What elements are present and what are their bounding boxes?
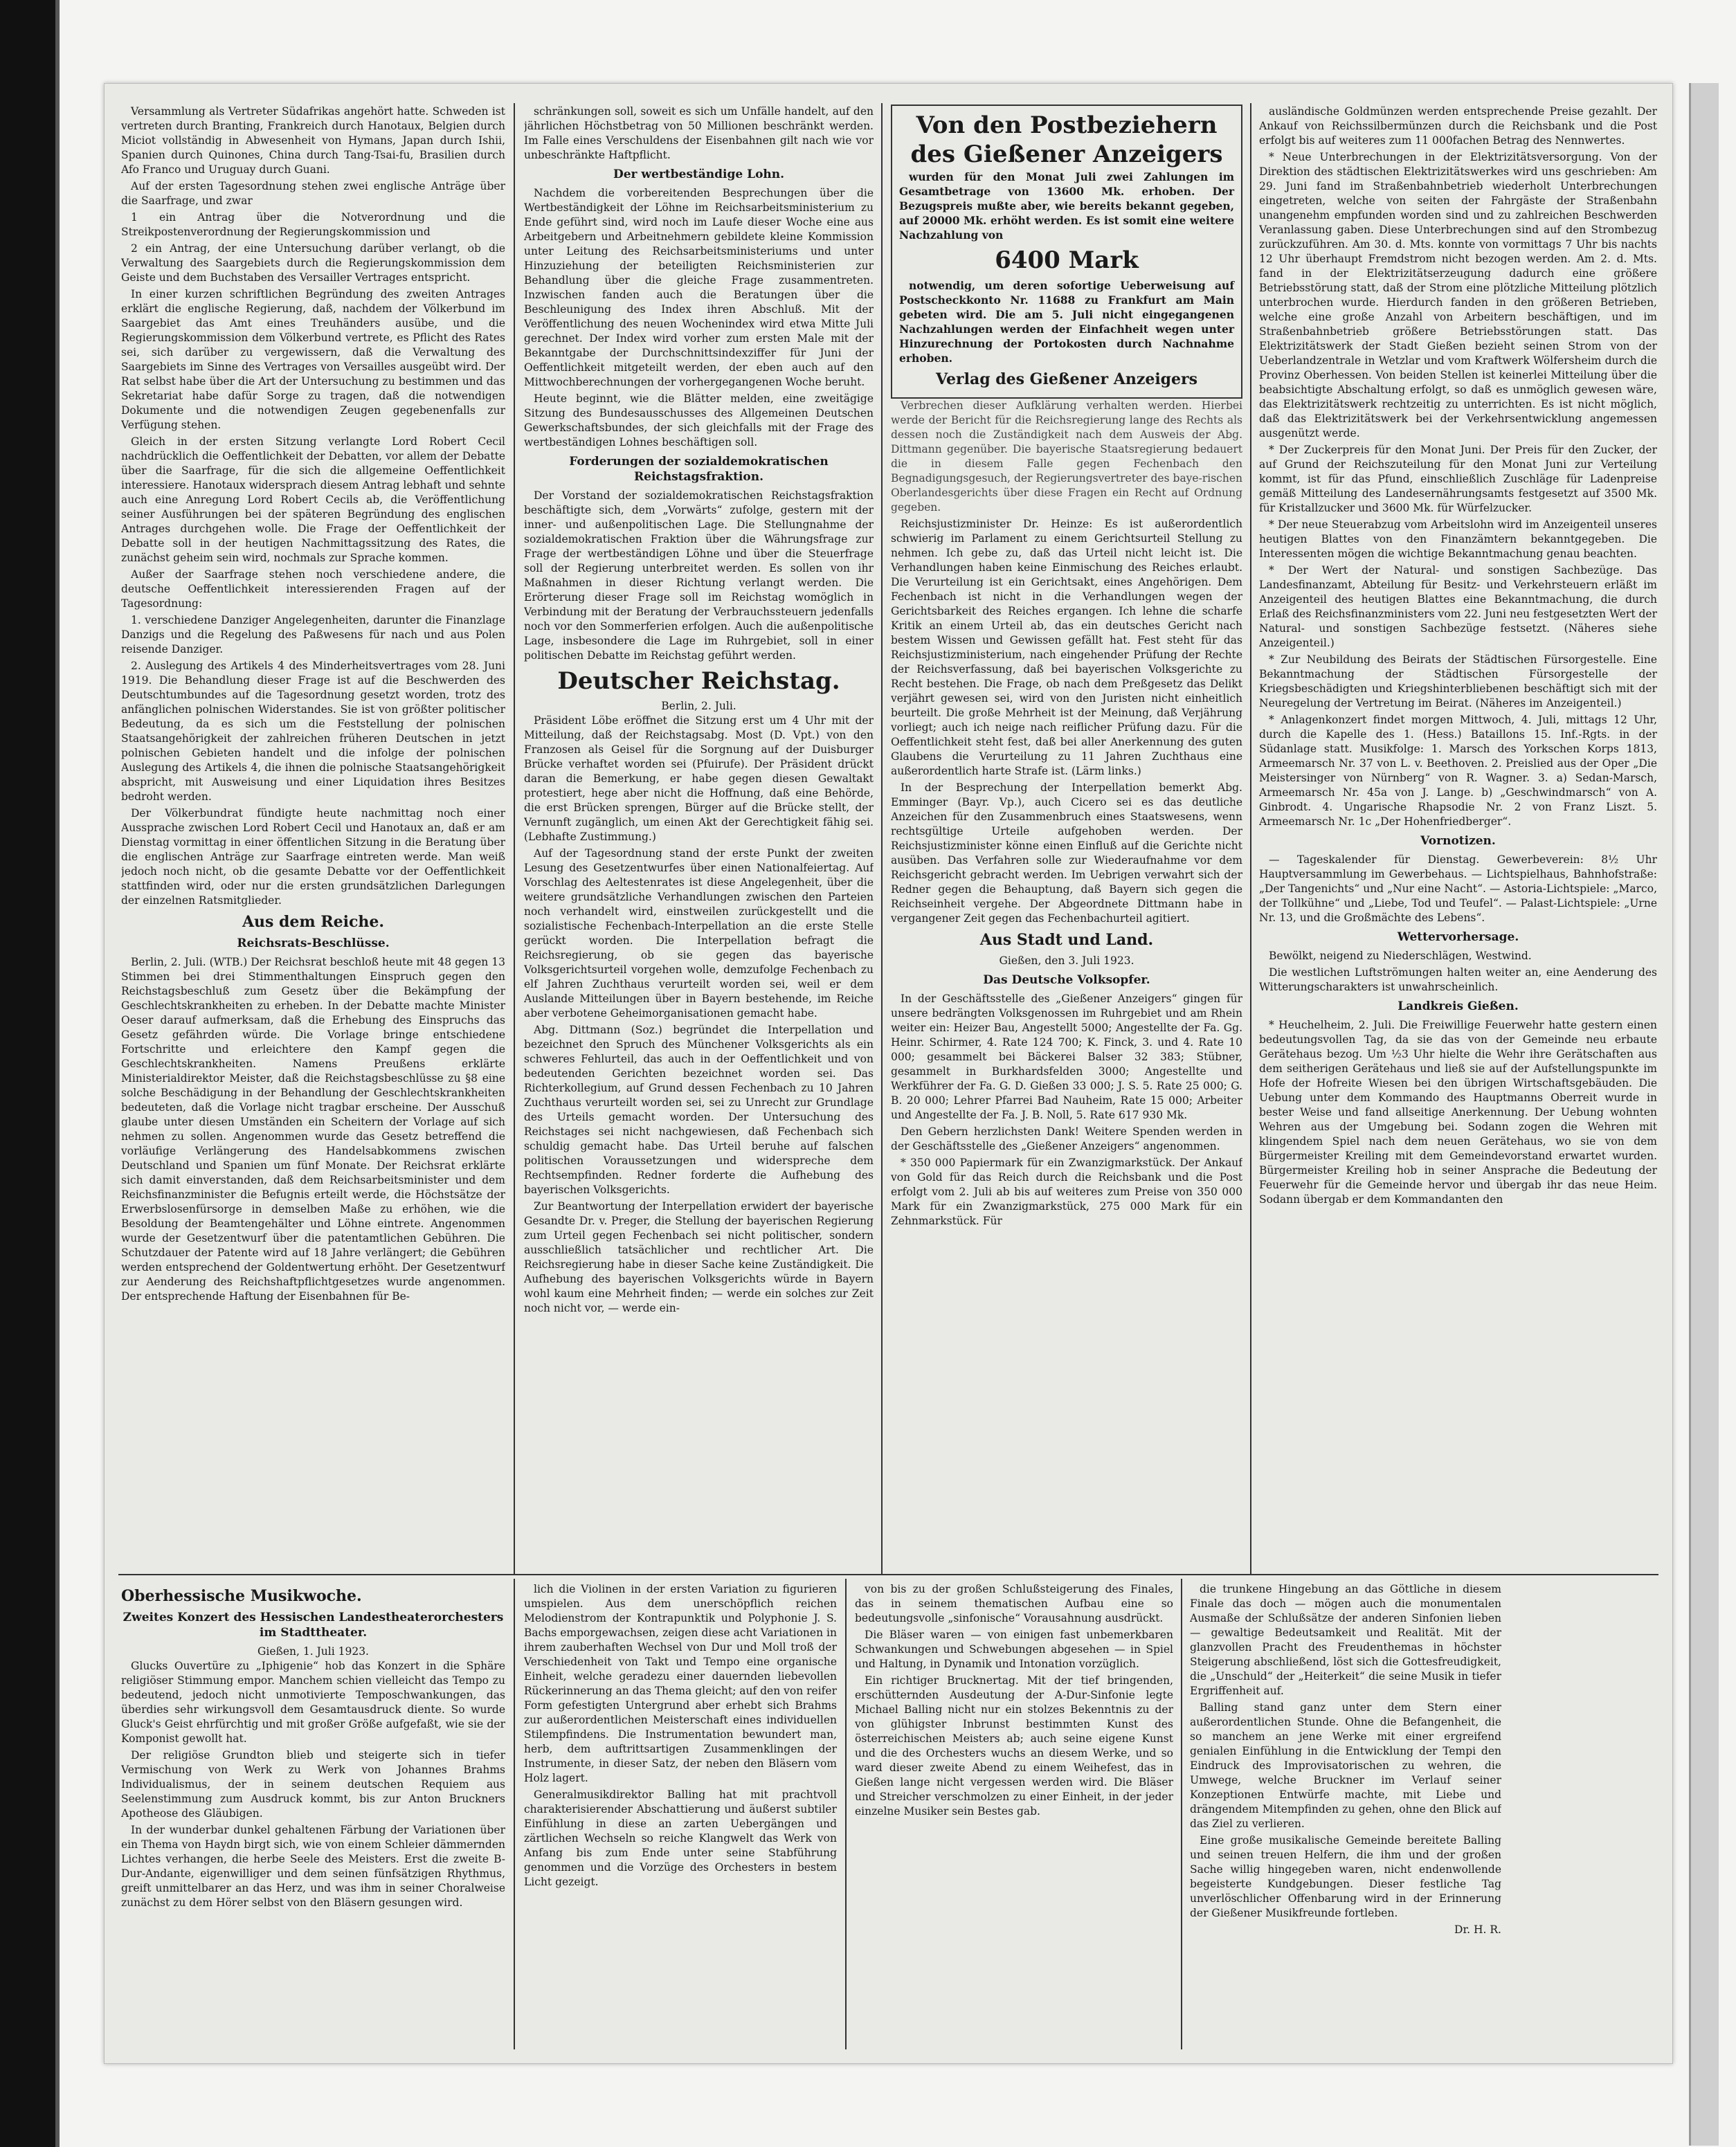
paragraph: Gleich in der ersten Sitzung verlangte Lord Robert Cecil nachdrücklich die Oeffentlichkeit der Debatten, vor allem der Debatte über die Saarfrage, für die sich die allgemeine Oeffentlichkeit interessiere. Hanotaux widersprach diesem Antrag lebhaft und sehnte auch eine Anregung Lord Robert Cecils ab, die Veröffentlichung seiner Ausführungen bei der späteren Begründung des englischen Antrages durchgehen wolle. Die Frage der Oeffentlichkeit der Debatte soll in der heutigen Nachmittagssitzung des Rates, die zunächst geheim sein wird, nochmals zur Sprache kommen. <box>121 435 505 564</box>
paragraph: * Anlagenkonzert findet morgen Mittwoch, 4. Juli, mittags 12 Uhr, durch die Kapelle des 1. (Hess.) Bataillons 15. Inf.-Rgts. in der Südanlage statt. Musikfolge: 1. Marsch des Yorkschen Korps 1813, Armeemarsch Nr. 37 von L. v. Beethoven. 2. Preislied aus der Oper „Die Meistersinger von Nürnberg“ von R. Wagner. 3. a) Sedan-Marsch, Armeemarsch Nr. 45a von J. Lange. b) „Geschwindmarsch“ von A. Ginbrodt. 4. Ungarische Rhapsodie Nr. 2 von Franz Liszt. 5. Armeemarsch Nr. 1c „Der Hohenfriedberger“. <box>1259 714 1657 828</box>
bottom-column-2 <box>524 1582 837 2046</box>
binder-edge <box>55 0 60 2147</box>
bottom-column-1 <box>121 1582 505 2046</box>
paragraph: ausländische Goldmünzen werden entsprechende Preise gezahlt. Der Ankauf von Reichssilbermünzen durch die Reichsbank und die Post erfolgt bis auf weiteres zum 11 000fachen Betrag des Nennwertes. <box>1259 105 1657 147</box>
section-heading: Aus Stadt und Land. <box>979 931 1154 949</box>
paragraph: Heute beginnt, wie die Blätter melden, eine zweitägige Sitzung des Bundesausschusses des Allgemeinen Deutschen Gewerkschaftsbundes, der sich gleichfalls mit der Frage des wertbeständigen Lohnes beschäftigen soll. <box>524 392 874 449</box>
paragraph: lich die Violinen in der ersten Variation zu figurieren umspielen. Aus dem unerschöpflich reichen Melodienstrom der Kontrapunktik und Polyphonie J. S. Bachs emporgewachsen, zeigen diese acht Variationen in ihrem zauberhaften Wechsel von Dur und Moll troß der Verschiedenheit von Takt und Tempo eine organische Einheit, welche geradezu einer dauernden liebevollen Rückerinnerung an das Thema gleicht; auf den von reifer Form gefestigten Untergrund aber erhebt sich Brahms zur außerordentlichen Meisterschaft eines individuellen Stilempfindens. Die Instrumentation bewundert man, herb, dem auftrittsartigen Zusammenklingen der Instrumente, in dieser Satz, der neben den Bläsern vom Holz lagert. <box>524 1583 837 1784</box>
paragraph: Berlin, 2. Juli. (WTB.) Der Reichsrat beschloß heute mit 48 gegen 13 Stimmen bei drei Stimmenthaltungen Einspruch gegen den Reichstagsbeschluß zum Gesetz über die Bekämpfung der Geschlechtskrankheiten zu erheben. In der Debatte machte Minister Oeser darauf aufmerksam, daß die Erhebung des Einspruchs das Gesetz gefährden würde. Die Vorlage bringe entschiedene Fortschritte und erleichtere den Kampf gegen die Geschlechtskrankheiten. Namens Preußens erklärte Ministerialdirektor Meister, daß die Reichstagsbeschlüsse zu §8 eine solche Beschädigung in der Behandlung der Geschlechtskrankheiten bedeuteten, daß die Vorlage nicht tragbar erscheine. Der Ausschuß glaube unter diesen Umständen ein Scheitern der Vorlage auf sich nehmen zu sollen. Angenommen wurde das Gesetz betreffend die vorläufige Verlängerung des Handelsabkommens zwischen Deutschland und Spanien um fünf Monate. Der Reichsrat erklärte sich damit einverstanden, daß dem Reichsarbeitsminister und dem Reichsfinanzminister die Befugnis erteilt werde, die Höchstsätze der Erwerbslosenfürsorge in demselben Maße zu erhöhen, wie die Besoldung der Beamtengehälter und Löhne eintrete. Angenommen wurde der Gesetzentwurf über die patentamtlichen Gebühren. Die Schutzdauer der Patente wird auf 18 Jahre verlängert; die Gebühren werden entsprechend der Goldentwertung erhöht. Der Gesetzentwurf zur Aenderung des Reichshaftpflichtgesetzes wurde angenommen. Der entsprechende Haftung der Eisenbahnen für Be- <box>121 956 505 1303</box>
binder-spine <box>0 0 55 2147</box>
paragraph: Auf der ersten Tagesordnung stehen zwei englische Anträge über die Saarfrage, und zwar <box>121 180 505 207</box>
paragraph: * Heuchelheim, 2. Juli. Die Freiwillige Feuerwehr hatte gestern einen bedeutungsvollen Tag, da sie das von der Gemeinde neu erbaute Gerätehaus bezog. Um ½3 Uhr hielte die Wehr ihre Gerätschaften aus dem seitherigen Gerätehaus und ließ sie auf der Aufstellungspunkte im Hofe der Hofreite Wiesen bei den übrigen Wirtschaftsgebäuden. Die Uebung unter dem Kommando des Hauptmanns Oberreit wurde in bester Weise und fand allseitige Anerkennung. Der Uebung wohnten Wehren aus der Umgebung bei. Sodann zogen die Wehren mit klingendem Spiel nach dem neuen Gerätehaus, wo sie von dem Bürgermeister Kreiling mit dem Gemeindevorstand erwartet wurden. Bürgermeister Kreiling hob in seiner Ansprache die Bedeutung der Feuerwehr für die Gemeinde hervor und übergab ihr das neue Heim. Sodann übergab er dem Kommandanten den <box>1259 1019 1657 1206</box>
paragraph: Generalmusikdirektor Balling hat mit prachtvoll charakterisierender Abschattierung und äußerst subtiler Einfühlung in diese an zarten Uebergängen und zärtlichen Wechseln so reiche Klangwelt das Werk von Anfang bis zum Ende unter seine Stabführung genommen und die Vorzüge des Orchesters in bestem Licht gezeigt. <box>524 1788 837 1888</box>
paragraph: Eine große musikalische Gemeinde bereitete Balling und seinen treuen Helfern, die ihm und der großen Sache willig hingegeben waren, nicht endenwollende begeisterte Kundgebungen. Dieser festliche Tag unverlöschlicher Offenbarung wird in der Erinnerung der Gießener Musikfreunde fortleben. <box>1190 1834 1501 1919</box>
column-rule <box>881 103 883 1574</box>
paragraph: Die westlichen Luftströmungen halten weiter an, eine Aenderung des Witterungscharakters ist unwahrscheinlich. <box>1259 966 1657 993</box>
paragraph: schränkungen soll, soweit es sich um Unfälle handelt, auf den jährlichen Höchstbetrag von 50 Millionen beschränkt werden. Im Falle eines Verschuldens der Eisenbahnen gilt nach wie vor unbeschränkte Haftpflicht. <box>524 105 874 161</box>
section-rule <box>118 1574 1658 1575</box>
notice-text: wurden für den Monat Juli zwei Zahlungen im Gesamtbetrage von 13600 Mk. erhoben. Der Bezugspreis mußte aber, wie bereits bekannt gegeben, auf 20000 Mk. erhöht werden. Es ist somit eine weitere Nachzahlung von <box>899 170 1234 242</box>
paragraph: * Neue Unterbrechungen in der Elektrizitätsversorgung. Von der Direktion des städtischen Elektrizitätswerkes wird uns geschrieben: Am 29. Juni fand im Straßenbahnbetrieb wiederholt Unterbrechungen eingetreten, welche von seiten der Fahrgäste der Straßenbahn unangenehm empfunden worden sind und zu zahlreichen Beschwerden Veranlassung gaben. Diese Unterbrechungen sind auf den Strombezug zurückzuführen. Am 30. d. Mts. konnte von vormittags 7 Uhr bis nachts 12 Uhr überhaupt Fremdstrom nicht bezogen werden. Am 2. d. Mts. fand in der Elektrizitätserzeugung dadurch eine größere Betriebsstörung statt, daß der Strom eine plötzliche Mitteilung plötzlich unterbrochen wurde. Hierdurch fanden in den größeren Betrieben, welche eine große Anzahl von Arbeitern beschäftigen, und im Straßenbahnbetrieb größere Betriebsstörungen statt. Das Elektrizitätswerk der Stadt Gießen bezieht seinen Strom von der Ueberlandzentrale in Wetzlar und vom Kraftwerk Wölfersheim durch die Provinz Oberhessen. Von beiden Stellen ist keinerlei Mitteilung über die beabsichtigte Abschaltung erfolgt, so daß es unmöglich gewesen wäre, das Elektrizitätswerk rechtzeitig zu unterrichten. Es ist nicht möglich, daß das Elektrizitätswerk bei der Verkehrsentwicklung angemessen ausgenützt werde. <box>1259 151 1657 440</box>
notice-box <box>891 105 1242 399</box>
subheading: Zweites Konzert des Hessischen Landestheaterorchesters im Stadttheater. <box>123 1611 504 1640</box>
paragraph: Nachdem die vorbereitenden Besprechungen über die Wertbeständigkeit der Löhne im Reichsarbeitsministerium zu Ende geführt sind, wird noch im Laufe dieser Woche eine aus Arbeitgebern und Arbeitnehmern gebildete kleine Kommission unter Leitung des Reichsarbeitsministeriums und unter Hinzuziehung der beteiligten Reichsministerien zur Behandlung über die gleiche Frage zusammentreten. Inzwischen fanden auch die Beratungen über die Beschleunigung des Index ihren Abschluß. Mit der Veröffentlichung des neuen Wochenindex wird etwa Mitte Juli gerechnet. Der Index wird vorher zum ersten Male mit der Bekanntgabe der Durchschnittsindexziffer für Juni der Oeffentlichkeit mitgeteilt werden, der eben auch auf den Mittwochberechnungen der vorhergegangenen Woche beruht. <box>524 187 874 388</box>
paragraph: Verbrechen dieser Aufklärung verhalten werden. Hierbei werde der Bericht für die Reichsregierung lange des Rechts als dessen noch die Zuständigkeit nach dem Ausweis der Abg. Dittmann gegenüber. Die bayerische Staatsregierung bedauert die in diesem Falle gegen Fechenbach den Begnadigungsgesuch, der Regierungsvertreter des baye-rischen Oberlandesgerichts über diese Fragen ein Recht auf Ordnung gegeben. <box>891 399 1242 514</box>
subheading: Landkreis Gießen. <box>1398 999 1519 1013</box>
paragraph: In der Geschäftsstelle des „Gießener Anzeigers“ gingen für unsere bedrängten Volksgenossen im Ruhrgebiet und am Rhein weiter ein: Heizer Bau, Angestellt 5000; Angestellte der Fa. Gg. Heinr. Schirmer, 4. Rate 124 700; K. Finck, 3. und 4. Rate 10 000; gesammelt bei Bäckerei Balser 32 383; Stübner, gesammelt in Burkhardsfelden 3000; Angestellte und Werkführer der Fa. G. D. Gießen 33 000; J. S. 5. Rate 25 000; G. B. 20 000; Lehrer Pfarrei Bad Nauheim, Rate 15 000; Arbeiter und Angestellte der Fa. J. B. Noll, 5. Rate 617 930 Mk. <box>891 993 1242 1121</box>
paragraph: * Der Wert der Natural- und sonstigen Sachbezüge. Das Landesfinanzamt, Abteilung für Besitz- und Verkehrsteuern erläßt im Anzeigenteil des heutigen Blattes eine Bekanntmachung, die durch Erlaß des Reichsfinanzministers vom 22. Juni neu festgesetzten Wert der Natural- und sonstigen Sachbezüge festsetzt. (Näheres siehe Anzeigenteil.) <box>1259 564 1657 649</box>
paragraph: Ein richtiger Brucknertag. Mit der tief bringenden, erschütternden Ausdeutung der A-Dur-Sinfonie legte Michael Balling nicht nur ein stolzes Bekenntnis zu der von glühigster Inbrunst bestimmten Kunst des österreichischen Meisters ab; auch seine eigene Kunst und die des Orchesters wuchs an diesem Werke, und so ward dieser zweite Abend zu einem Weihefest, das in Gießen lange nicht vergessen werden wird. Die Bläser und Streicher verschmolzen zu einer Einheit, in der jeder einzelne Musiker sein Bestes gab. <box>855 1674 1173 1818</box>
notice-signature: Verlag des Gießener Anzeigers <box>935 370 1198 388</box>
paragraph: * 350 000 Papiermark für ein Zwanzigmarkstück. Der Ankauf von Gold für das Reich durch die Reichsbank und die Post erfolgt vom 2. Juli ab bis auf weiteres zum Preise von 350 000 Mark für ein Zwanzigmarkstück, 275 000 Mark für ein Zehnmarkstück. Für <box>891 1157 1242 1227</box>
column-rule <box>514 103 515 1574</box>
paragraph: Der religiöse Grundton blieb und steigerte sich in tiefer Vermischung von Werk zu Werk von Johannes Brahms Individualismus, der in seinem deutschen Requiem aus Seelenstimmung zum Ausdruck kommt, bis zur Anton Bruckners Apotheose des Gläubigen. <box>121 1749 505 1820</box>
paragraph: In der wunderbar dunkel gehaltenen Färbung der Variationen über ein Thema von Haydn birgt sich, wie von einem Schleier dämmernden Lichtes verhangen, die herbe Seele des Meisters. Erst die zweite B-Dur-Andante, eigenwilliger und dem seinen fünfsätzigen Rhythmus, greift unmittelbarer an das Herz, und was ihm in seiner Choralweise zunächst zu dem Hörer selbst von den Bläsern gesungen wird. <box>121 1824 505 1909</box>
column-4 <box>1259 105 1657 1570</box>
paragraph: Der Vorstand der sozialdemokratischen Reichstagsfraktion beschäftigte sich, dem „Vorwärts“ zufolge, gestern mit der inner- und außenpolitischen Lage. Die Stellungnahme der sozialdemokratischen Fraktion über die Währungsfrage zur Frage der wertbeständigen Löhne und über die Steuerfrage soll der Regierung unterbreitet werden. Es sollen von ihr Maßnahmen in dieser Richtung verlangt werden. Die Erörterung dieser Frage soll im Reichstag womöglich in Verbindung mit der Beratung der Verbrauchssteuern jedenfalls noch vor den Sommerferien erfolgen. Auch die außenpolitische Lage, insbesondere die Lage im Ruhrgebiet, soll in einer politischen Debatte im Reichstag geführt werden. <box>524 489 874 662</box>
column-2 <box>524 105 874 1570</box>
paragraph: 1 ein Antrag über die Notverordnung und die Streikpostenverordnung der Regierungskommission und <box>121 211 505 238</box>
column-rule <box>1181 1579 1182 2049</box>
column-1 <box>121 105 505 1570</box>
paragraph: * Zur Neubildung des Beirats der Städtischen Fürsorgestelle. Eine Bekanntmachung der Städtischen Fürsorgestelle der Kriegsbeschädigten und Kriegshinterbliebenen beschäftigt sich mit der Neuregelung der Vertretung im Beirat. (Näheres im Anzeigenteil.) <box>1259 653 1657 709</box>
notice-text: notwendig, um deren sofortige Ueberweisung auf Postscheckkonto Nr. 11688 zu Frankfurt am Main gebeten wird. Die am 5. Juli nicht eingegangenen Nachzahlungen werden der Einfachheit wegen unter Hinzurechnung der Portokosten durch Nachnahme erhoben. <box>899 279 1234 365</box>
paragraph: Abg. Dittmann (Soz.) begründet die Interpellation und bezeichnet den Spruch des Münchener Volksgerichts als ein schweres Fehlurteil, das auch in der Oeffentlichkeit und von bedeutenden Gerichten bezeichnet worden sei. Das Richterkollegium, auf Grund dessen Fechenbach zu 10 Jahren Zuchthaus verurteilt worden sei, sei zu Unrecht zur Grundlage des Urteils gemacht worden. Der Untersuchung des Reichstages sei nicht nachgewiesen, daß Fechenbach sich schuldig gemacht habe. Das Urteil beruhe auf falschen politischen Voraussetzungen und widerspreche dem Rechtsempfinden. Redner forderte die Aufhebung des bayerischen Volksgerichts. <box>524 1024 874 1196</box>
column-rule <box>514 1579 515 2049</box>
bottom-column-4 <box>1190 1582 1501 2046</box>
paragraph: Den Gebern herzlichsten Dank! Weitere Spenden werden in der Geschäftsstelle des „Gießener Anzeigers“ angenommen. <box>891 1125 1242 1152</box>
paragraph: — Tageskalender für Dienstag. Gewerbeverein: 8½ Uhr Hauptversammlung im Gewerbehaus. — Lichtspielhaus, Bahnhofstraße: „Der Tangenichts“ und „Nur eine Nacht“. — Astoria-Lichtspiele: „Marco, der Tollkühne“ und „Liebe, Tod und Teufel“. — Palast-Lichtspiele: „Urne Nr. 13, und die Großmächte des Lebens“. <box>1259 853 1657 924</box>
subheading: Der wertbeständige Lohn. <box>613 167 785 181</box>
paragraph: Glucks Ouvertüre zu „Iphigenie“ hob das Konzert in die Sphäre religiöser Stimmung empor. Manchem schien vielleicht das Tempo zu bedeutend, jedoch nicht unmotivierte Temposchwankungen, das überdies sehr wirkungsvoll dem Gesamtausdruck diente. So wurde Gluck's Geist ehrfürchtig und mit großer Größe aufgefaßt, wie sie der Komponist gewollt hat. <box>121 1660 505 1745</box>
notice-title: Von den Postbeziehern <box>916 111 1218 139</box>
author-signature: Dr. H. R. <box>1454 1923 1501 1936</box>
notice-amount: 6400 Mark <box>995 246 1139 274</box>
subheading: Vornotizen. <box>1420 834 1496 848</box>
paragraph: 1. verschiedene Danziger Angelegenheiten, darunter die Finanzlage Danzigs und die Regelung des Paßwesens für nach und aus Polen reisende Danziger. <box>121 614 505 655</box>
paragraph: die trunkene Hingebung an das Göttliche in diesem Finale das doch — mögen auch die monumentalen Ausmaße der Schlußsätze der anderen Sinfonien lieben — gewaltige Bedeutsamkeit und Realität. Mit der glanzvollen Pracht des Freudenthemas in höchster Steigerung abschließend, löst sich die Gottesfreudigkeit, die „Unschuld“ der „Heiterkeit“ die seine Musik in tiefer Ergriffenheit auf. <box>1190 1583 1501 1697</box>
paragraph: In einer kurzen schriftlichen Begründung des zweiten Antrages erklärt die englische Regierung, daß, nachdem der Völkerbund im Saargebiet das Amt eines Treuhänders ausübe, und die Regierungskommission dem Völkerbund vertrete, es Pflicht des Rates sei, sich darüber zu vergewissern, daß die Verwaltung des Saargebiets im Sinne des Vertrages von Versailles ausgeübt wird. Der Rat selbst habe über die Art der Untersuchung zu bestimmen und das Sekretariat habe dafür Sorge zu tragen, daß die notwendigen Dokumente und die notwendigen Zeugen gegebenenfalls zur Verfügung stehen. <box>121 288 505 431</box>
paragraph: Der Völkerbundrat fündigte heute nachmittag noch einer Aussprache zwischen Lord Robert Cecil und Hanotaux an, daß er am Dienstag vormittag in einer öffentlichen Sitzung in die Beratung über die englischen Anträge zur Saarfrage eintreten werde. Man weiß jedoch noch nicht, ob die gesamte Debatte vor der Oeffentlichkeit stattfinden wird, oder nur die ersten grundsätzlichen Darlegungen der einzelnen Ratsmitglieder. <box>121 807 505 907</box>
dateline: Gießen, 1. Juli 1923. <box>257 1645 369 1658</box>
article-title: Deutscher Reichstag. <box>557 667 840 695</box>
paragraph: Bewölkt, neigend zu Niederschlägen, Westwind. <box>1269 950 1532 962</box>
article-title: Oberhessische Musikwoche. <box>121 1587 362 1605</box>
dateline: Gießen, den 3. Juli 1923. <box>999 954 1134 967</box>
subheading: Forderungen der sozialdemokratischen Reichstagsfraktion. <box>569 455 829 484</box>
paragraph: Auf der Tagesordnung stand der erste Punkt der zweiten Lesung des Gesetzentwurfes über einen Nationalfeiertag. Auf Vorschlag des Aeltestenrates ist diese Angelegenheit, über die weitere grundsätzliche Verhandlungen zwischen den Parteien noch verhandelt wird, einstweilen zurückgestellt und die sozialistische Fechenbach-Interpellation an die erste Stelle gerückt worden. Die Interpellation befragt die Reichsregierung, ob sie gegen das bayerische Volksgerichtsurteil vorgehen wolle, demzufolge Fechenbach zu elf Jahren Zuchthaus verurteilt worden sei, weil er dem Auslande Mitteilungen über in Bayern bestehende, im Reiche aber verbotene Geheimorganisationen gemacht habe. <box>524 847 874 1020</box>
paragraph: Zur Beantwortung der Interpellation erwidert der bayerische Gesandte Dr. v. Preger, die Stellung der bayerischen Regierung zum Urteil gegen Fechenbach sei nicht politischer, sondern ausschließlich tatsächlicher und rechtlicher Art. Die Reichsregierung habe in dieser Sache keine Zuständigkeit. Die Aufhebung des bayerischen Volksgerichts würde in Bayern wohl kaum eine Mehrheit finden; — werde ein solches zur Zeit noch nicht vor, — werde ein- <box>524 1200 874 1314</box>
paragraph: 2. Auslegung des Artikels 4 des Minderheitsvertrages vom 28. Juni 1919. Die Behandlung dieser Frage ist auf die Beschwerden des Deutschtumbundes auf die Tagesordnung gesetzt worden, trotz des anfänglichen polnischen Widerstandes. Sie ist von größter politischer Bedeutung, da es sich um die Feststellung der polnischen Staatsangehörigkeit der zahlreichen früheren Deutschen in jetzt polnischen Gebieten handelt und die infolge der polnischen Auslegung des Artikels 4, die ihnen die polnische Staatsangehörigkeit abspricht, mit Ausweisung und einer Liquidation ihres Besitzes bedroht werden. <box>121 660 505 803</box>
dateline: Berlin, 2. Juli. <box>661 700 736 712</box>
paragraph: Die Bläser waren — von einigen fast unbemerkbaren Schwankungen und Schwebungen abgesehen — in Spiel und Haltung, in Dynamik und Intonation vorzüglich. <box>855 1629 1173 1670</box>
paragraph: von bis zu der großen Schlußsteigerung des Finales, das in seinem thematischen Aufbau eine so bedeutungsvolle „sinfonische“ Vorausahnung ausdrückt. <box>855 1583 1173 1624</box>
section-heading: Aus dem Reiche. <box>242 913 385 931</box>
paragraph: Versammlung als Vertreter Südafrikas angehört hatte. Schweden ist vertreten durch Branting, Frankreich durch Hanotaux, Belgien durch Miciot vollständig in Abwesenheit von Hymans, Japan durch Ishii, Spanien durch Quinones, China durch Tang-Tsai-fu, Brasilien durch Afo Franco und Uruguay durch Guani. <box>121 105 505 176</box>
subheading: Das Deutsche Volksopfer. <box>983 973 1150 987</box>
paragraph: Balling stand ganz unter dem Stern einer außerordentlichen Stunde. Ohne die Befangenheit, die so manchem an jene Werke mit einer ergreifend genialen Einfühlung in die Entwicklung der Tempi den Eindruck des Improvisatorischen zu wehren, die Umwege, welche Bruckner im Verlauf seiner Konzeptionen Entwürfe machte, mit Liebe und drängendem Mitempfinden zu gehen, ohne den Blick auf das Ziel zu verlieren. <box>1190 1701 1501 1830</box>
column-rule <box>845 1579 847 2049</box>
newspaper-page <box>104 83 1673 2064</box>
paragraph: * Der Zuckerpreis für den Monat Juni. Der Preis für den Zucker, der auf Grund der Reichszuteilung für den Monat Juni zur Verteilung kommt, ist für das Pfund, einschließlich Zuschläge für Ladenpreise gemäß Mitteilung des Landesernährungsamts festgesetzt auf 3500 Mk. für Kristallzucker und 3600 Mk. für Würfelzucker. <box>1259 444 1657 514</box>
paragraph: * Der neue Steuerabzug vom Arbeitslohn wird im Anzeigenteil unseres heutigen Blattes von den Finanzämtern bekanntgegeben. Die Interessenten mögen die wichtige Bekanntmachung genau beachten. <box>1259 518 1657 560</box>
subheading: Wettervorhersage. <box>1397 930 1519 944</box>
paragraph: 2 ein Antrag, der eine Untersuchung darüber verlangt, ob die Verwaltung des Saargebiets durch die Regierungskommission dem Geiste und dem Buchstaben des Versailler Vertrages entspricht. <box>121 242 505 284</box>
page-stack-edge <box>1689 83 1719 2146</box>
bottom-column-3 <box>855 1582 1173 2046</box>
column-rule <box>1250 103 1251 1574</box>
column-3 <box>891 105 1242 1570</box>
paragraph: Präsident Löbe eröffnet die Sitzung erst um 4 Uhr mit der Mitteilung, daß der Reichstagsabg. Most (D. Vpt.) von den Franzosen als Geisel für die Sorgnung auf der Duisburger Brücke verhaftet worden sei (Pfuirufe). Der Präsident drückt daran die Bemerkung, er habe gegen diesen Gewaltakt protestiert, hege aber nicht die Hoffnung, daß eine Behörde, die erst Brücken sprengen, Bürger auf die Brücke stellt, der Vernunft zugänglich, um einen Akt der Gerechtigkeit fähig sei. (Lebhafte Zustimmung.) <box>524 714 874 843</box>
subheading: Reichsrats-Beschlüsse. <box>237 936 390 950</box>
notice-title: des Gießener Anzeigers <box>910 141 1223 168</box>
paragraph: Reichsjustizminister Dr. Heinze: Es ist außerordentlich schwierig im Parlament zu einem Gerichtsurteil Stellung zu nehmen. Ich gebe zu, daß das Urteil nicht leicht ist. Die Verhandlungen haben keine Einmischung des Reiches erlaubt. Die Verurteilung ist ein Gerichtsakt, eines Angehörigen. Dem Fechenbach ist nicht in die Verhandlungen wegen der Gerichtsbarkeit des Reiches ergangen. Ich lehne die scharfe Kritik an einem Urteil ab, das ein deutsches Gericht nach bestem Wissen und Gewissen gefällt hat. Fest steht für das Reichsjustizministerium, nach eingehender Prüfung der Rechte der Reichsverfassung, daß bei bayerischen Volksgerichte zu Recht bestehen. Die Frage, ob nach dem Preßgesetz das Delikt verjährt gewesen sei, wird von den Juristen nicht einheitlich beurteilt. Die große Mehrheit ist der Meinung, daß Verjährung vorliegt; auch ich neige nach reiflicher Prüfung dazu. Für die Oeffentlichkeit steht fest, daß bei aller Anerkennung des guten Glaubens die Verurteilung zu 11 Jahren Zuchthaus eine außerordentlich harte Strafe ist. (Lärm links.) <box>891 518 1242 777</box>
paragraph: In der Besprechung der Interpellation bemerkt Abg. Emminger (Bayr. Vp.), auch Cicero sei es das deutliche Anzeichen für den Zusammenbruch eines Staatswesens, wenn rechtsgültige Urteile aufgehoben werden. Der Reichsjustizminister könne einen Einfluß auf die Gerichte nicht ausüben. Das Verfahren solle zur Wiederaufnahme vor dem Reichsgericht gebracht werden. Im Uebrigen verwahrt sich der Redner gegen die Behauptung, daß Bayern sich gegen die Reichseinheit vergehe. Der Abgeordnete Dittmann habe in vergangener Zeit gegen das Fechenbachurteil agitiert. <box>891 781 1242 925</box>
paragraph: Außer der Saarfrage stehen noch verschiedene andere, die deutsche Oeffentlichkeit interessierenden Fragen auf der Tagesordnung: <box>121 568 505 610</box>
